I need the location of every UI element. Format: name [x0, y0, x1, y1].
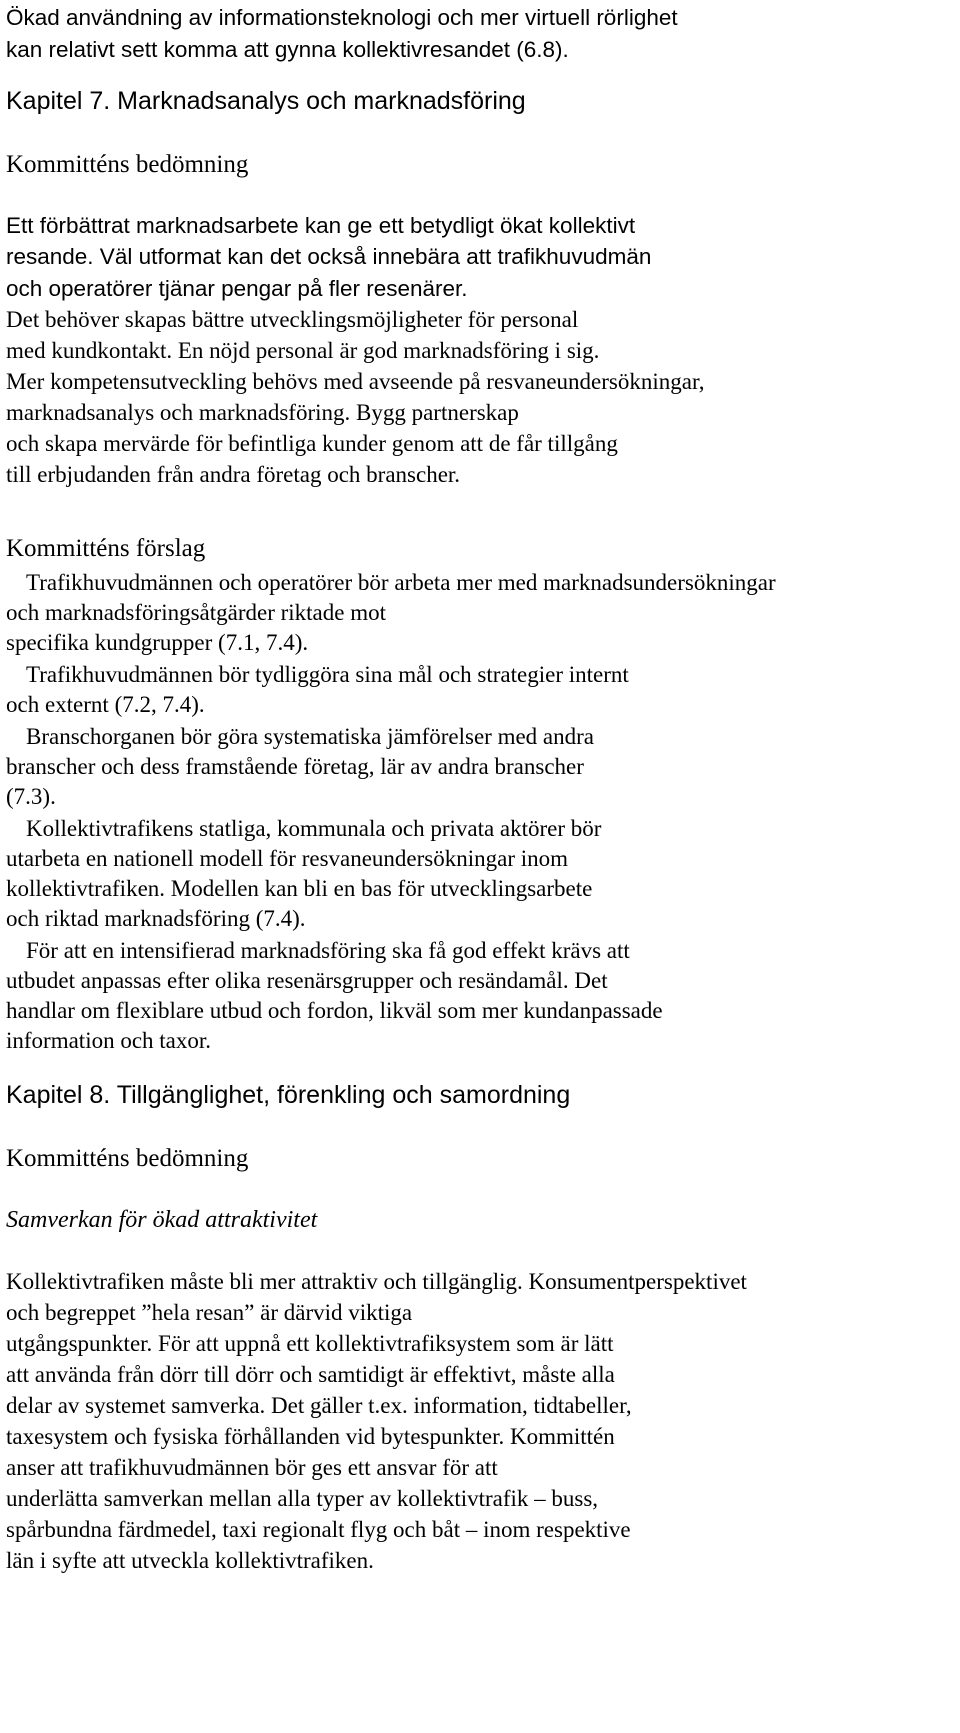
body-line: län i syfte att utveckla kollektivtrafiken.: [6, 1548, 374, 1573]
body-line: delar av systemet samverka. Det gäller t.ex. information, tidtabeller,: [6, 1393, 632, 1418]
proposal-line: kollektivtrafiken. Modellen kan bli en bas för utvecklingsarbete: [6, 876, 593, 901]
chapter-7-title: Kapitel 7. Marknadsanalys och marknadsföring: [6, 87, 526, 115]
body-line: och begreppet ”hela resan” är därvid viktiga: [6, 1300, 413, 1325]
assessment-line: och operatörer tjänar pengar på fler resenärer.: [6, 276, 468, 301]
proposal-line: branscher och dess framstående företag, lär av andra branscher: [6, 754, 584, 779]
body-line: taxesystem och fysiska förhållanden vid bytespunkter. Kommittén: [6, 1424, 615, 1449]
assessment-line: Ett förbättrat marknadsarbete kan ge ett betydligt ökat kollektivt: [6, 213, 636, 238]
assessment-line: Mer kompetensutveckling behövs med avseende på resvaneundersökningar,: [6, 369, 705, 394]
body-line: anser att trafikhuvudmännen bör ges ett ansvar för att: [6, 1455, 498, 1480]
assessment-line: resande. Väl utformat kan det också innebära att trafikhuvudmän: [6, 244, 652, 269]
proposal-line: För att en intensifierad marknadsföring ska få god effekt krävs att: [26, 938, 630, 963]
assessment-line: med kundkontakt. En nöjd personal är god marknadsföring i sig.: [6, 338, 600, 363]
proposal-line: information och taxor.: [6, 1028, 212, 1053]
intro-line: Ökad användning av informationsteknologi och mer virtuell rörlighet: [6, 5, 678, 30]
body-line: utgångspunkter. För att uppnå ett kollektivtrafiksystem som är lätt: [6, 1331, 614, 1356]
chapter-7-assessment-heading: Kommitténs bedömning: [6, 151, 249, 178]
assessment-line: marknadsanalys och marknadsföring. Bygg partnerskap: [6, 400, 519, 425]
body-line: att använda från dörr till dörr och samtidigt är effektivt, måste alla: [6, 1362, 615, 1387]
body-line: underlätta samverkan mellan alla typer av kollektivtrafik – buss,: [6, 1486, 599, 1511]
chapter-8-subtitle: Samverkan för ökad attraktivitet: [6, 1207, 318, 1233]
assessment-line: och skapa mervärde för befintliga kunder genom att de får tillgång: [6, 431, 618, 456]
proposal-line: utarbeta en nationell modell för resvaneundersökningar inom: [6, 846, 569, 871]
proposal-line: handlar om flexiblare utbud och fordon, likväl som mer kundanpassade: [6, 998, 663, 1023]
proposal-line: Kollektivtrafikens statliga, kommunala och privata aktörer bör: [26, 816, 602, 841]
chapter-7-proposal-heading: Kommitténs förslag: [6, 535, 206, 562]
assessment-line: Det behöver skapas bättre utvecklingsmöjligheter för personal: [6, 307, 579, 332]
chapter-8-assessment-heading: Kommitténs bedömning: [6, 1145, 249, 1172]
proposal-line: och externt (7.2, 7.4).: [6, 692, 205, 717]
proposal-line: utbudet anpassas efter olika resenärsgrupper och resändamål. Det: [6, 968, 608, 993]
proposal-line: och riktad marknadsföring (7.4).: [6, 906, 306, 931]
assessment-line: till erbjudanden från andra företag och branscher.: [6, 462, 461, 487]
proposal-line: specifika kundgrupper (7.1, 7.4).: [6, 630, 309, 655]
body-line: Kollektivtrafiken måste bli mer attraktiv och tillgänglig. Konsumentperspektivet: [6, 1269, 747, 1294]
body-line: spårbundna färdmedel, taxi regionalt flyg och båt – inom respektive: [6, 1517, 631, 1542]
proposal-line: Branschorganen bör göra systematiska jämförelser med andra: [26, 724, 594, 749]
proposal-line: Trafikhuvudmännen bör tydliggöra sina mål och strategier internt: [26, 662, 629, 687]
intro-line: kan relativt sett komma att gynna kollektivresandet (6.8).: [6, 37, 569, 62]
chapter-8-title: Kapitel 8. Tillgänglighet, förenkling och samordning: [6, 1081, 571, 1109]
proposal-line: (7.3).: [6, 784, 56, 809]
proposal-line: Trafikhuvudmännen och operatörer bör arbeta mer med marknadsundersökningar: [26, 570, 776, 595]
proposal-line: och marknadsföringsåtgärder riktade mot: [6, 600, 387, 625]
